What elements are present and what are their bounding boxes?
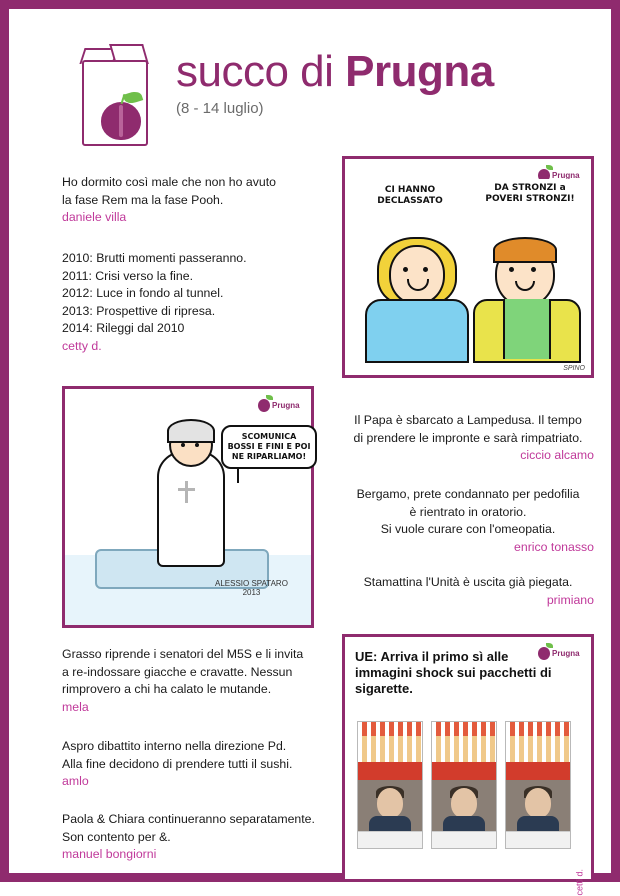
cigarette-pack [357,721,423,849]
artist-name: ALESSIO SPATARO [215,579,288,588]
joke-block-8 [62,811,342,864]
joke-line: 2011: Crisi verso la fine. [62,268,193,283]
joke-line: è rientrato in oratorio. [409,504,527,519]
joke-line: rimprovero a chi ha calato le mutande. [62,682,272,696]
cigarette-pack [505,721,571,849]
pope-robe [157,451,225,567]
joke-line: Bergamo, prete condannato per pedofilia [356,487,580,501]
pope-cross-icon [185,481,188,503]
juice-carton-icon [76,42,154,146]
title-light: succo di [176,47,346,96]
title-bold: Prugna [345,47,494,96]
artist-signature: SPINO [563,365,585,372]
artist-signature [215,579,288,597]
pope-hair [167,419,215,443]
joke-author: cetty d. [62,338,102,353]
joke-author: amlo [62,774,89,788]
speech-balloon-right: DA STRONZI a POVERI STRONZI! [473,179,587,209]
joke-author: primiano [546,592,594,607]
poster-inner [18,18,602,896]
joke-block-3 [342,412,594,465]
prugna-logo [255,393,307,417]
page-subtitle: (8 - 14 luglio) [176,100,264,117]
joke-line: Ho dormito così male che non ho avuto [62,175,276,189]
joke-line: a re-indossare giacche e cravatte. Nessun [62,664,293,679]
artist-year: 2013 [242,588,261,597]
joke-line: Aspro dibattito interno nella direzione Pd. [62,739,287,753]
panel-credit: cetti d. [575,869,585,896]
comic-panel-declassato[interactable] [342,156,594,378]
joke-line: la fase Rem ma la fase Pooh. [62,192,224,207]
joke-line: 2014: Rileggi dal 2010 [62,321,185,335]
joke-line: 2010: Brutti momenti passeranno. [62,251,247,265]
joke-author: daniele villa [62,210,127,224]
joke-block-7 [62,738,338,791]
logo-text: Prugna [272,400,300,410]
joke-author: enrico tonasso [514,539,594,554]
woman-face [389,245,445,305]
joke-block-1 [62,174,314,227]
man-shirt [503,299,551,359]
joke-line: di prendere le impronte e sarà rimpatriato. [353,430,583,445]
speech-balloon-text: SCOMUNICA BOSSI E FINI E POI NE RIPARLIAMO! [227,432,311,461]
joke-line: Il Papa è sbarcato a Lampedusa. Il tempo [354,413,582,427]
joke-line: Stamattina l'Unità è uscita già piegata. [363,575,573,589]
woman-body [365,299,469,363]
joke-block-6 [62,646,338,716]
comic-panel-papa[interactable] [62,386,314,628]
joke-line: Paola & Chiara continueranno separatamente. [62,812,315,826]
joke-line: Son contento per &. [62,829,171,844]
joke-line: 2012: Luce in fondo al tunnel. [62,286,224,300]
header [58,36,598,146]
joke-line: Grasso riprende i senatori del M5S e li invita [62,647,304,661]
man-hair [493,237,557,263]
joke-author: manuel bongiorni [62,847,157,861]
joke-line: Alla fine decidono di prendere tutti il sushi. [62,756,293,771]
joke-block-4 [342,486,594,556]
page-title [176,46,494,98]
panel-headline: UE: Arriva il primo sì alle immagini shock sui pacchetti di sigarette. [355,649,552,696]
joke-line: Si vuole curare con l'omeopatia. [380,522,556,536]
joke-line: 2013: Prospettive di ripresa. [62,303,216,318]
title-block [176,46,494,117]
logo-text: Prugna [552,648,580,658]
joke-block-5 [342,574,594,609]
cigarette-pack [431,721,497,849]
speech-balloon-left: CI HANNO DECLASSATO [363,181,457,211]
comic-panel-sigarette[interactable] [342,634,594,896]
cigarette-packs [357,721,571,847]
joke-author: mela [62,699,89,714]
speech-balloon [221,425,317,469]
joke-author: ciccio alcamo [520,448,594,462]
joke-block-2 [62,250,314,355]
logo-text: Prugna [552,170,580,180]
